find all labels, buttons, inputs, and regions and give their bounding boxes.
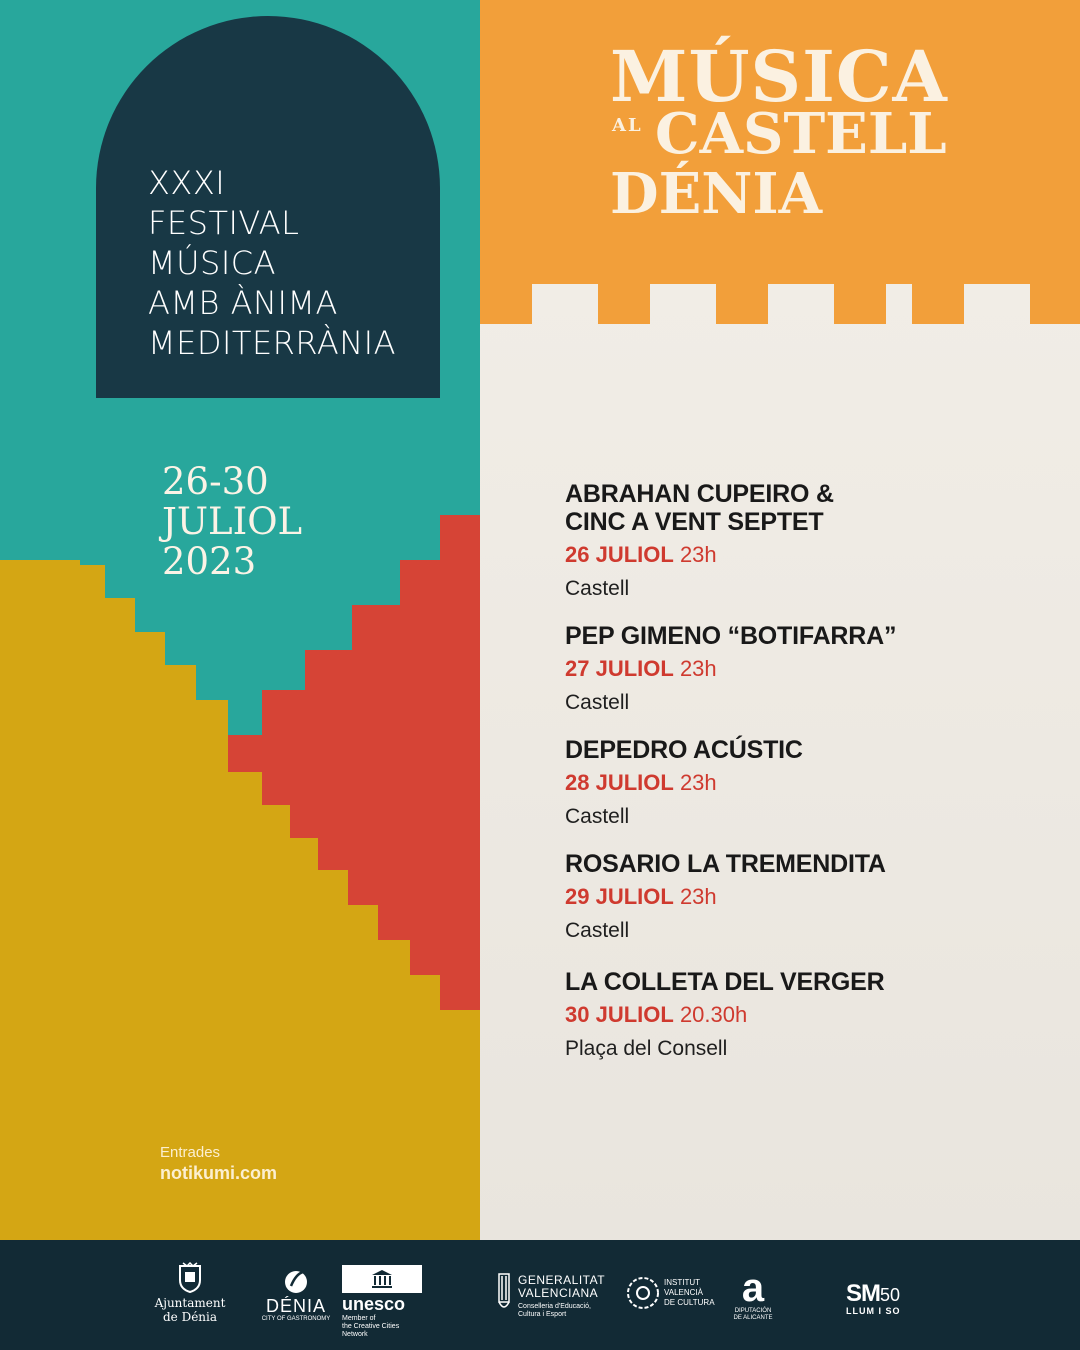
event-date: [565, 884, 1065, 910]
generalitat-name-2: VALENCIANA: [518, 1286, 599, 1300]
date-year: 2023: [162, 540, 257, 583]
unesco-logo: [342, 1265, 426, 1339]
event-date: [565, 770, 1065, 796]
event-venue: Castell: [565, 577, 630, 600]
sponsor-footer: [0, 1240, 1080, 1350]
event-item: [565, 850, 1065, 944]
festival-line: FESTIVAL: [148, 204, 300, 242]
left-panel: [0, 0, 480, 1240]
event-date: [565, 656, 1065, 682]
event-day: 30 JULIOL: [565, 1002, 674, 1027]
denia-wordmark: DÉNIA: [265, 1296, 326, 1316]
sm-number: 50: [880, 1285, 901, 1305]
date-month: JULIOL: [162, 500, 303, 543]
festival-line: XXXI: [148, 164, 226, 202]
battlement: [912, 284, 964, 324]
event-time: 20.30h: [679, 1002, 748, 1027]
event-name: DEPEDRO ACÚSTIC: [565, 736, 803, 764]
sm50-subtitle: LLUM I SO: [846, 1306, 901, 1316]
generalitat-dept: Conselleria d'Educació,: [518, 1303, 591, 1310]
event-venue: Castell: [565, 919, 630, 942]
coat-of-arms-icon: [177, 1262, 203, 1294]
tickets-link[interactable]: notikumi.com: [160, 1163, 278, 1183]
festival-arch: [96, 16, 440, 398]
festival-line: MÚSICA: [148, 244, 277, 282]
battlement: [480, 284, 532, 324]
festival-dates: [162, 462, 302, 582]
title-denia: DÉNIA: [610, 161, 823, 227]
generalitat-dept-2: Cultura i Esport: [518, 1311, 567, 1318]
denia-subtitle: CITY OF GASTRONOMY: [261, 1316, 331, 1322]
unesco-subtitle-2: the Creative Cities Network: [342, 1323, 400, 1338]
event-time: 23h: [679, 542, 717, 567]
ajuntament-name: Ajuntament: [154, 1296, 226, 1310]
denia-gastronomy-logo: [258, 1266, 334, 1323]
ajuntament-logo: [150, 1262, 230, 1324]
unesco-temple-icon: [342, 1265, 422, 1293]
title-al: AL: [612, 115, 643, 136]
event-name: ROSARIO LA TREMENDITA: [565, 850, 886, 878]
event-day: 27 JULIOL: [565, 656, 674, 681]
event-venue: Castell: [565, 805, 630, 828]
event-day: 26 JULIOL: [565, 542, 674, 567]
date-range: 26-30: [162, 460, 269, 503]
unesco-subtitle: Member of: [342, 1315, 376, 1322]
ivc-name: INSTITUT: [664, 1278, 700, 1287]
event-date: [565, 1002, 1065, 1028]
event-venue: Plaça del Consell: [565, 1037, 728, 1060]
event-item: [565, 622, 1065, 716]
event-name: PEP GIMENO “BOTIFARRA”: [565, 622, 897, 650]
ivc-name-3: DE CULTURA: [664, 1298, 715, 1307]
ivc-circle-icon: [626, 1276, 660, 1310]
event-time: 23h: [679, 656, 717, 681]
event-list: [565, 480, 1065, 1062]
event-item: [565, 968, 1065, 1062]
diputacion-mark: a: [741, 1266, 765, 1310]
title-musica: MÚSICA: [610, 35, 948, 118]
ajuntament-name-2: de Dénia: [162, 1310, 218, 1324]
event-item: [565, 480, 1065, 602]
ivc-name-2: VALENCIÀ: [664, 1288, 703, 1297]
battlement: [598, 284, 650, 324]
generalitat-name: GENERALITAT: [518, 1273, 606, 1287]
event-day: 28 JULIOL: [565, 770, 674, 795]
diputacion-logo: [730, 1268, 776, 1322]
festival-line: AMB ÀNIMA: [148, 284, 338, 322]
battlement: [834, 284, 886, 324]
battlement: [1030, 284, 1080, 324]
event-time: 23h: [679, 770, 717, 795]
olive-icon: [281, 1266, 311, 1296]
tickets-info: [160, 1143, 277, 1184]
festival-line: MEDITERRÀNIA: [148, 324, 396, 362]
event-name: ABRAHAN CUPEIRO &: [565, 480, 834, 508]
unesco-wordmark: unesco: [342, 1294, 406, 1314]
sm50-wordmark: [846, 1282, 946, 1306]
sm50-logo: [846, 1282, 946, 1316]
event-date: [565, 542, 1065, 568]
event-venue: Castell: [565, 691, 630, 714]
event-item: [565, 736, 1065, 830]
tickets-label: Entrades: [160, 1144, 221, 1161]
diputacion-name-2: DE ALICANTE: [733, 1315, 773, 1321]
battlement: [716, 284, 768, 324]
sm-mark: SM: [846, 1280, 880, 1307]
festival-name: [148, 163, 396, 363]
title-castell: CASTELL: [655, 101, 947, 167]
generalitat-shield-icon: [496, 1272, 512, 1316]
event-day: 29 JULIOL: [565, 884, 674, 909]
event-name-line2: CINC A VENT SEPTET: [565, 508, 824, 536]
event-time: 23h: [679, 884, 717, 909]
event-name: LA COLLETA DEL VERGER: [565, 968, 885, 996]
diputacion-name: DIPUTACIÓN: [734, 1308, 772, 1314]
